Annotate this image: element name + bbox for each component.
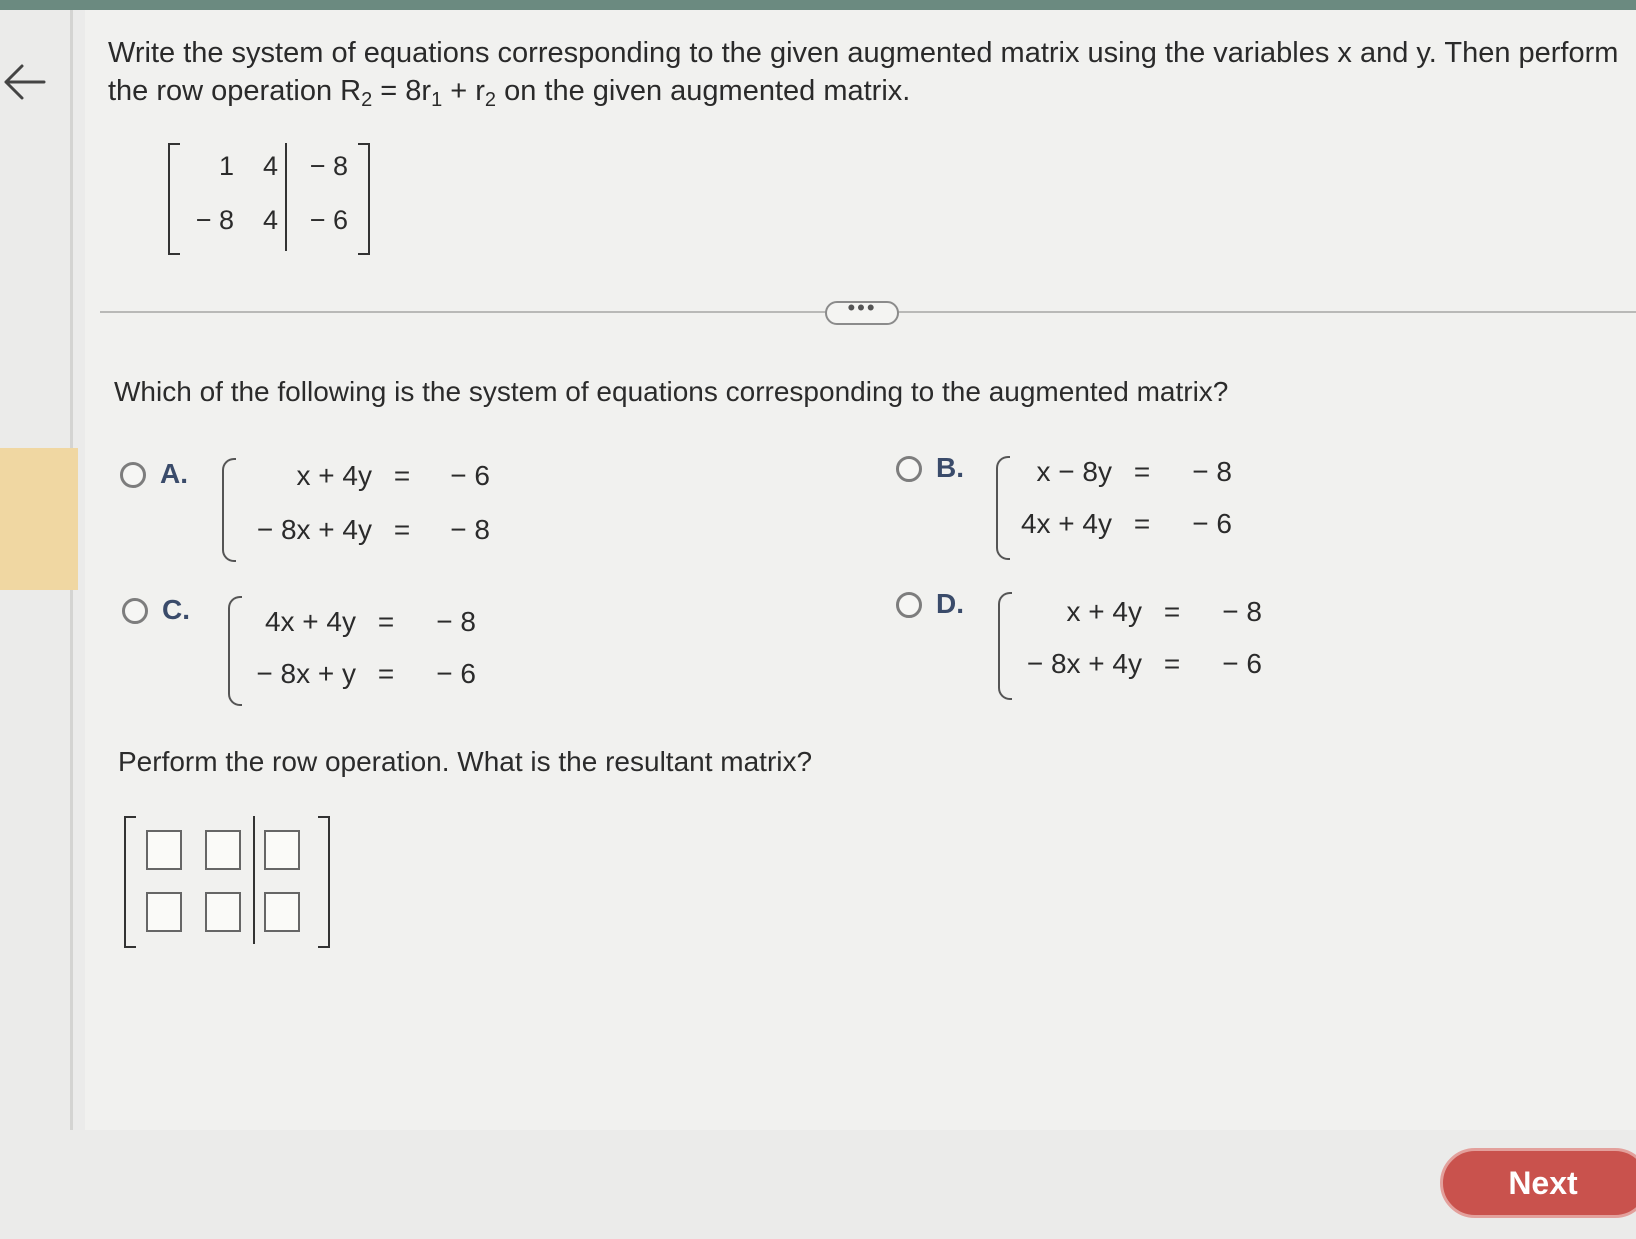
right-bracket [318, 816, 330, 948]
show-more-button[interactable]: ••• [825, 301, 899, 325]
equation-row: x + 4y = − 8 [1066, 596, 1262, 627]
radio-button-d[interactable] [896, 592, 922, 618]
matrix-cell-r2c1: − 8 [195, 205, 234, 235]
radio-button-a[interactable] [120, 462, 146, 488]
brace-icon [998, 592, 1012, 700]
matrix-cell-r2c3: − 6 [309, 205, 348, 235]
left-bracket [124, 816, 136, 948]
radio-button-c[interactable] [122, 598, 148, 624]
answer-input-r2c3[interactable] [264, 892, 300, 932]
answer-input-r2c1[interactable] [146, 892, 182, 932]
current-part-indicator [0, 448, 78, 590]
equation-row: x + 4y = − 6 [296, 460, 490, 491]
problem-statement [108, 34, 1628, 119]
question-1: Which of the following is the system of equations corresponding to the augmented matrix? [114, 376, 1229, 407]
right-bracket [358, 143, 370, 255]
arrow-left-icon [0, 58, 48, 106]
answer-matrix [124, 816, 330, 948]
option-c-label: C. [162, 594, 190, 625]
brace-icon [228, 596, 242, 706]
option-b-label: B. [936, 452, 964, 483]
answer-input-r1c1[interactable] [146, 830, 182, 870]
answer-input-r1c3[interactable] [264, 830, 300, 870]
given-augmented-matrix [168, 143, 370, 253]
answer-input-r1c2[interactable] [205, 830, 241, 870]
left-bracket [168, 143, 180, 255]
matrix-cell-r1c1: 1 [218, 151, 234, 181]
equation-row: 4x + 4y = − 6 [1020, 508, 1232, 539]
prompt-line-1: Write the system of equations corresponding to the given augmented matrix using the variables x and y. Then perform [108, 37, 1619, 69]
next-button-label: Next [1508, 1165, 1578, 1201]
brace-icon [996, 456, 1010, 560]
equation-row: 4x + 4y = − 8 [264, 606, 476, 637]
option-a-label: A. [160, 458, 188, 489]
question-2: Perform the row operation. What is the resultant matrix? [118, 746, 813, 777]
top-bar [0, 0, 1636, 10]
answer-input-r2c2[interactable] [205, 892, 241, 932]
equation-row: − 8x + 4y = − 8 [256, 514, 490, 545]
equation-row: x − 8y = − 8 [1036, 456, 1232, 487]
matrix-cell-r1c3: − 8 [309, 151, 348, 181]
next-button[interactable] [1440, 1148, 1636, 1218]
prompt-line-2: the row operation $R_2 = 8r_1 + r_2$ on the given augmented matrix. [108, 75, 911, 111]
equation-row: − 8x + 4y = − 6 [1026, 648, 1262, 679]
equation-row: − 8x + y = − 6 [256, 658, 476, 689]
augment-bar [253, 816, 255, 944]
augment-bar [285, 143, 287, 251]
radio-button-b[interactable] [896, 456, 922, 482]
option-d-label: D. [936, 588, 964, 619]
brace-icon [222, 458, 236, 562]
matrix-cell-r2c2: 4 [262, 205, 278, 235]
back-button[interactable] [0, 58, 48, 106]
matrix-cell-r1c2: 4 [262, 151, 278, 181]
